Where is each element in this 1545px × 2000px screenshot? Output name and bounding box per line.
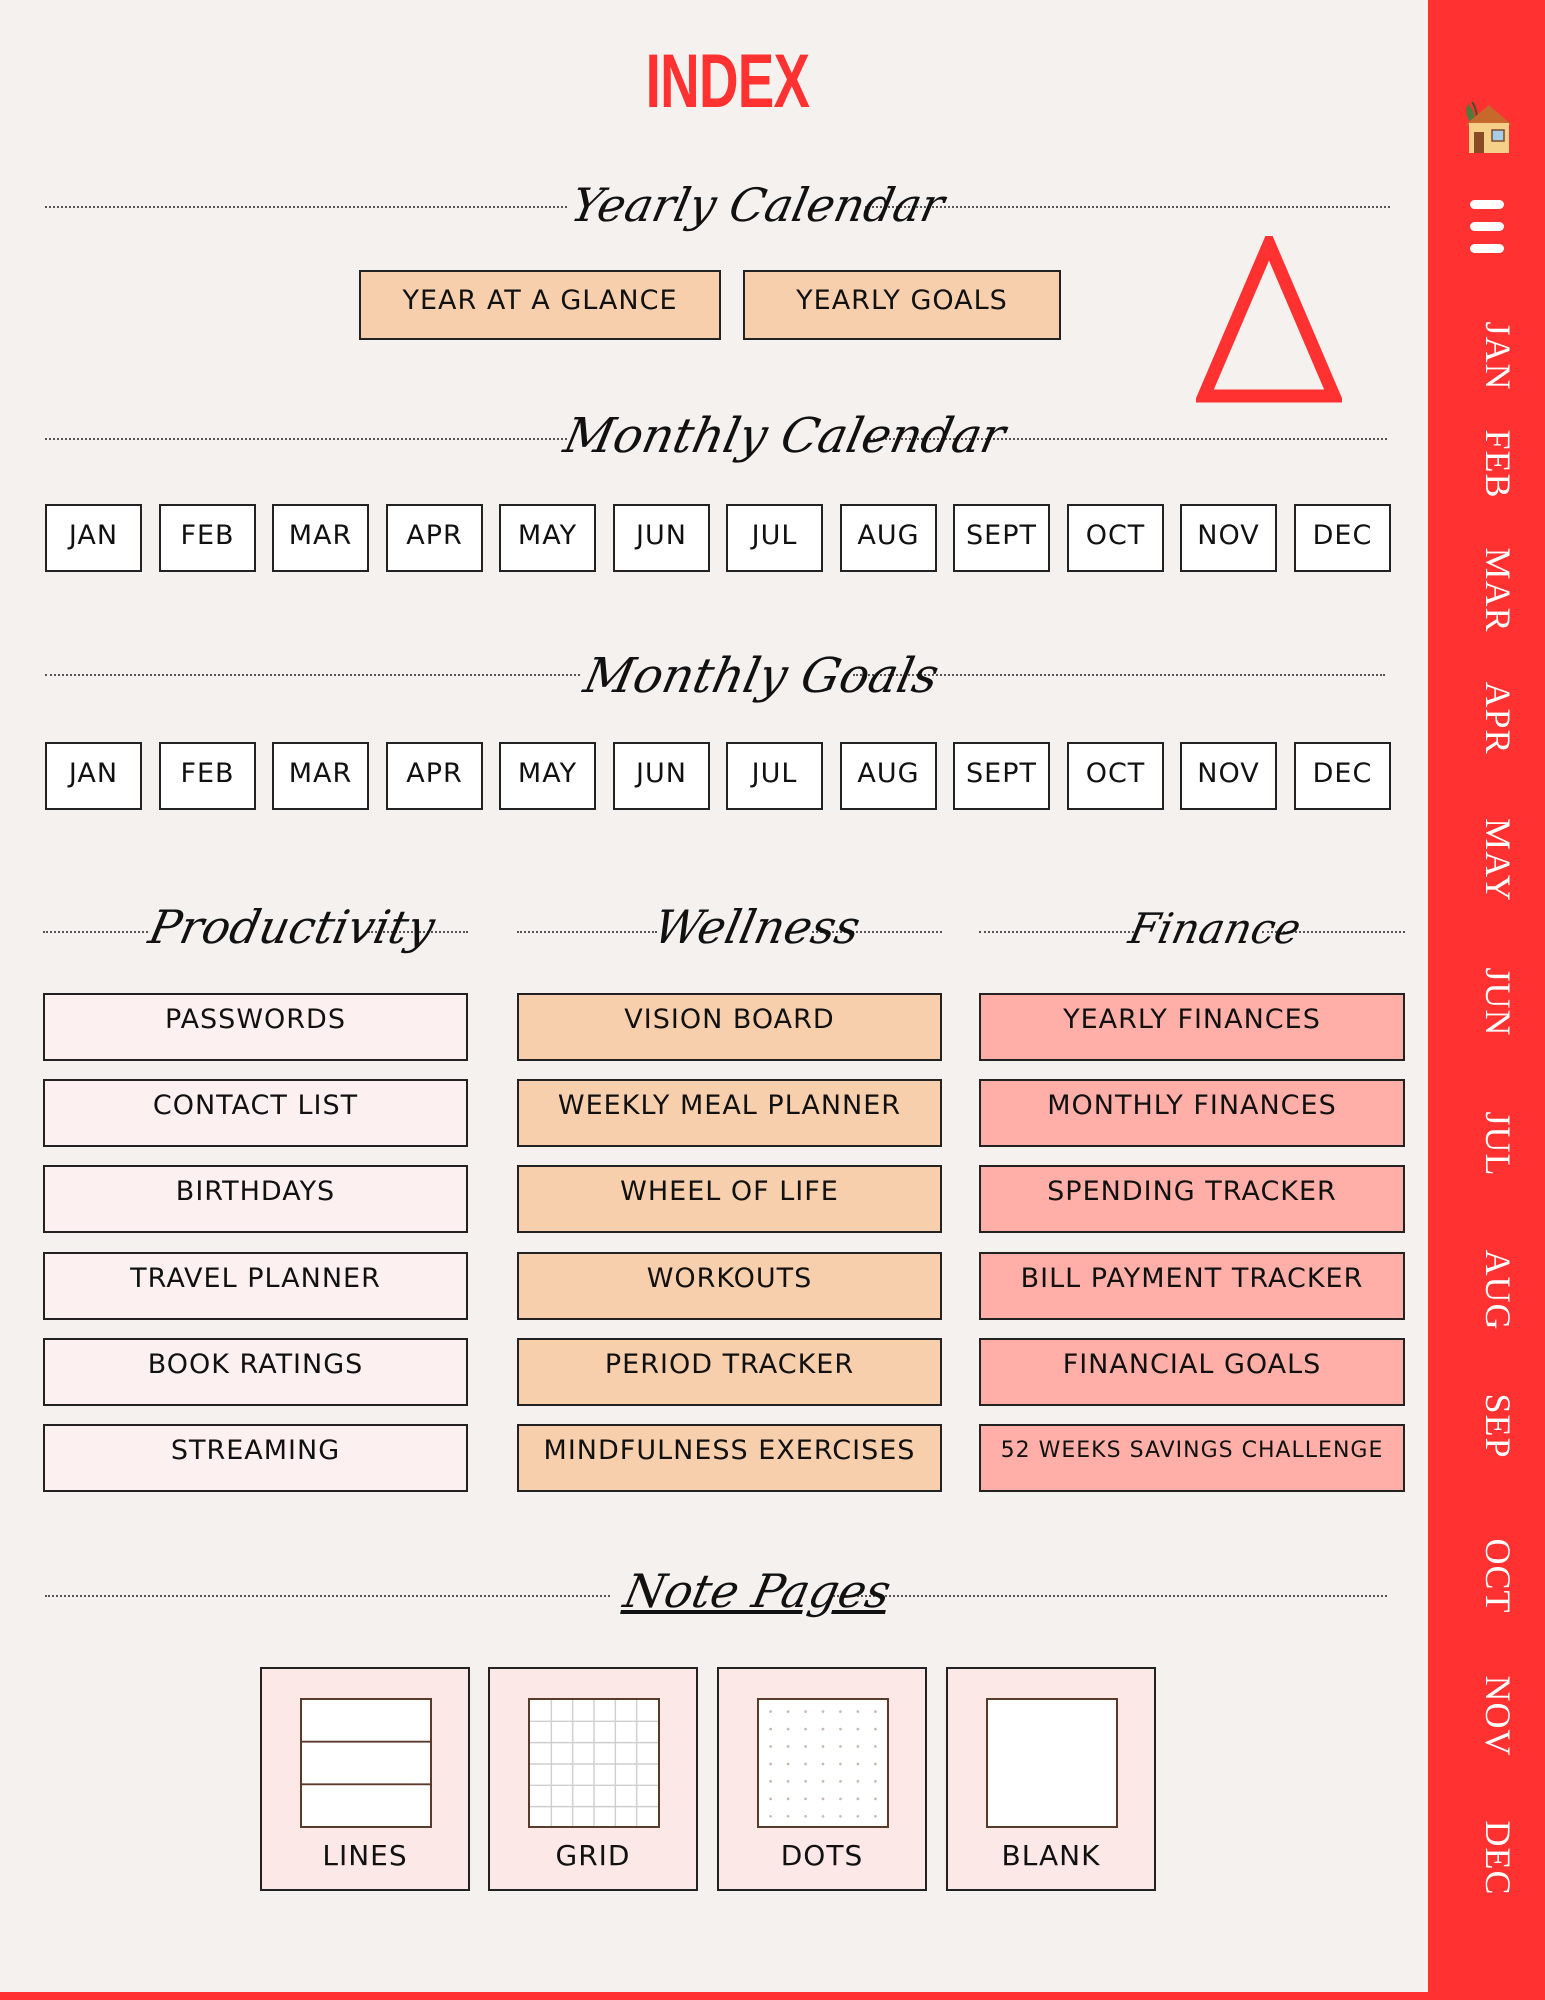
section-heading-productivity: Productivity — [144, 900, 440, 954]
divider — [979, 931, 1134, 933]
calendar-month-aug[interactable]: AUG — [840, 504, 937, 572]
goals-month-jun[interactable]: JUN — [613, 742, 710, 810]
sidebar-month-dec[interactable]: DEC — [1478, 1820, 1518, 1896]
goals-month-apr[interactable]: APR — [386, 742, 483, 810]
calendar-month-oct[interactable]: OCT — [1067, 504, 1164, 572]
section-heading-monthly-calendar: Monthly Calendar — [559, 408, 1011, 464]
note-page-label: DOTS — [780, 1839, 864, 1872]
bill-payment-tracker-button[interactable]: BILL PAYMENT TRACKER — [979, 1252, 1405, 1320]
goals-month-jul[interactable]: JUL — [726, 742, 823, 810]
sidebar-month-mar[interactable]: MAR — [1478, 547, 1518, 633]
mindfulness-exercises-button[interactable]: MINDFULNESS EXERCISES — [517, 1424, 942, 1492]
calendar-month-may[interactable]: MAY — [499, 504, 596, 572]
bottom-accent-bar — [0, 1992, 1428, 2000]
divider — [517, 931, 657, 933]
streaming-button[interactable]: STREAMING — [43, 1424, 468, 1492]
section-heading-monthly-goals: Monthly Goals — [579, 648, 944, 704]
sidebar-month-nov[interactable]: NOV — [1478, 1675, 1518, 1757]
yearly-finances-button[interactable]: YEARLY FINANCES — [979, 993, 1405, 1061]
calendar-month-nov[interactable]: NOV — [1180, 504, 1277, 572]
calendar-month-sept[interactable]: SEPT — [953, 504, 1050, 572]
goals-month-oct[interactable]: OCT — [1067, 742, 1164, 810]
birthdays-button[interactable]: BIRTHDAYS — [43, 1165, 468, 1233]
blank-paper-icon — [986, 1698, 1118, 1828]
yearly-goals-button[interactable]: YEARLY GOALS — [743, 270, 1061, 340]
workouts-button[interactable]: WORKOUTS — [517, 1252, 942, 1320]
lined-paper-icon — [300, 1698, 432, 1828]
sidebar-month-apr[interactable]: APR — [1478, 681, 1518, 755]
goals-month-may[interactable]: MAY — [499, 742, 596, 810]
calendar-month-mar[interactable]: MAR — [272, 504, 369, 572]
calendar-month-jun[interactable]: JUN — [613, 504, 710, 572]
goals-month-jan[interactable]: JAN — [45, 742, 142, 810]
page-title: INDEX — [645, 39, 810, 124]
section-heading-note-pages: Note Pages — [619, 1564, 896, 1618]
sidebar-month-oct[interactable]: OCT — [1478, 1538, 1518, 1614]
savings-challenge-button[interactable]: 52 WEEKS SAVINGS CHALLENGE — [979, 1424, 1405, 1492]
calendar-month-jan[interactable]: JAN — [45, 504, 142, 572]
note-page-label: LINES — [322, 1839, 408, 1872]
contact-list-button[interactable]: CONTACT LIST — [43, 1079, 468, 1147]
goals-month-nov[interactable]: NOV — [1180, 742, 1277, 810]
divider — [45, 1595, 610, 1597]
spending-tracker-button[interactable]: SPENDING TRACKER — [979, 1165, 1405, 1233]
section-heading-wellness: Wellness — [649, 900, 865, 954]
sidebar-month-sep[interactable]: SEP — [1478, 1393, 1518, 1459]
travel-planner-button[interactable]: TRAVEL PLANNER — [43, 1252, 468, 1320]
sidebar-month-aug[interactable]: AUG — [1478, 1249, 1518, 1331]
book-ratings-button[interactable]: BOOK RATINGS — [43, 1338, 468, 1406]
note-page-label: GRID — [555, 1839, 631, 1872]
sidebar-month-may[interactable]: MAY — [1478, 818, 1518, 902]
period-tracker-button[interactable]: PERIOD TRACKER — [517, 1338, 942, 1406]
calendar-month-dec[interactable]: DEC — [1294, 504, 1391, 572]
sidebar-month-feb[interactable]: FEB — [1478, 429, 1518, 499]
divider — [830, 1595, 1387, 1597]
financial-goals-button[interactable]: FINANCIAL GOALS — [979, 1338, 1405, 1406]
wheel-of-life-button[interactable]: WHEEL OF LIFE — [517, 1165, 942, 1233]
sidebar-month-jun[interactable]: JUN — [1478, 967, 1518, 1037]
calendar-month-apr[interactable]: APR — [386, 504, 483, 572]
triangle-icon — [1196, 236, 1342, 406]
note-page-blank[interactable] — [946, 1667, 1156, 1891]
note-page-dots[interactable] — [717, 1667, 927, 1891]
note-page-label: BLANK — [1001, 1839, 1101, 1872]
goals-month-dec[interactable]: DEC — [1294, 742, 1391, 810]
menu-icon[interactable] — [1470, 200, 1504, 264]
calendar-month-jul[interactable]: JUL — [726, 504, 823, 572]
goals-month-mar[interactable]: MAR — [272, 742, 369, 810]
section-heading-finance: Finance — [1124, 904, 1306, 953]
divider — [43, 931, 148, 933]
goals-month-feb[interactable]: FEB — [159, 742, 256, 810]
year-at-a-glance-button[interactable]: YEAR AT A GLANCE — [359, 270, 721, 340]
home-icon[interactable] — [1462, 92, 1512, 157]
note-page-grid[interactable] — [488, 1667, 698, 1891]
divider — [45, 674, 580, 676]
note-page-lines[interactable] — [260, 1667, 470, 1891]
goals-month-aug[interactable]: AUG — [840, 742, 937, 810]
divider — [865, 206, 1390, 208]
dot-paper-icon — [757, 1698, 889, 1828]
section-heading-yearly-calendar: Yearly Calendar — [566, 178, 950, 232]
sidebar-month-jul[interactable]: JUL — [1478, 1111, 1518, 1177]
weekly-meal-planner-button[interactable]: WEEKLY MEAL PLANNER — [517, 1079, 942, 1147]
monthly-finances-button[interactable]: MONTHLY FINANCES — [979, 1079, 1405, 1147]
divider — [45, 206, 567, 208]
calendar-month-feb[interactable]: FEB — [159, 504, 256, 572]
goals-month-sept[interactable]: SEPT — [953, 742, 1050, 810]
vision-board-button[interactable]: VISION BOARD — [517, 993, 942, 1061]
divider — [45, 438, 567, 440]
sidebar-month-jan[interactable]: JAN — [1478, 321, 1518, 391]
grid-paper-icon — [528, 1698, 660, 1828]
passwords-button[interactable]: PASSWORDS — [43, 993, 468, 1061]
